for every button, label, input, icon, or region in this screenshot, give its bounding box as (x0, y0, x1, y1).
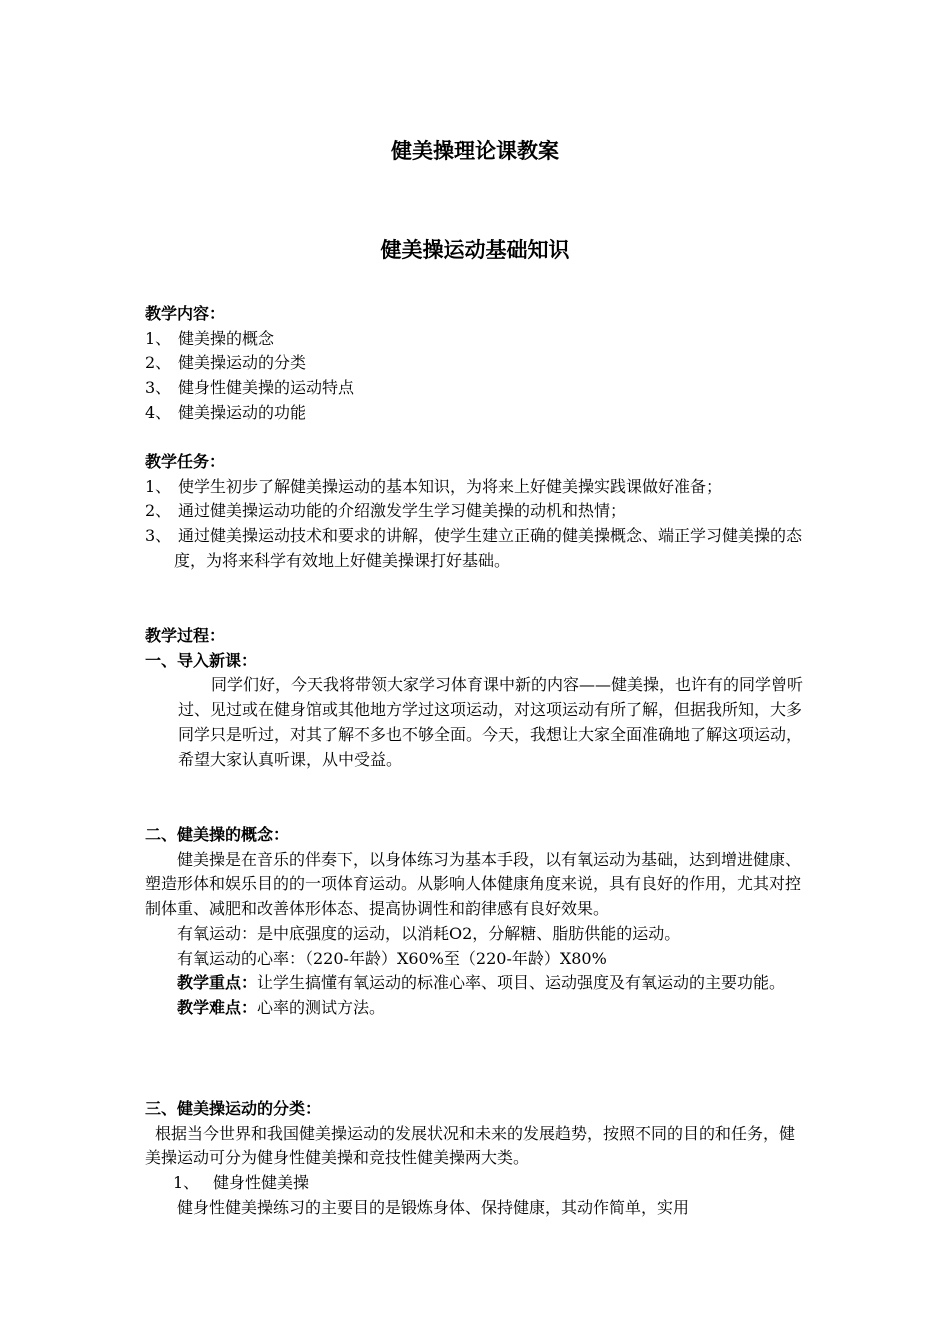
key-point-label: 教学重点： (177, 973, 258, 993)
list-item (145, 351, 805, 376)
difficulty-label: 教学难点： (177, 997, 258, 1017)
subsection-heading-intro: 一、导入新课： (145, 650, 258, 670)
list-item (145, 475, 805, 500)
classification-paragraph: 根据当今世界和我国健美操运动的发展状况和未来的发展趋势，按照不同的目的和任务，健美操运动可分为健身性健美操和竞技性健美操两大类。 (145, 1123, 796, 1168)
classification-section (145, 1097, 805, 1221)
subsection-heading-classification: 三、健美操运动的分类： (145, 1099, 322, 1118)
list-item (145, 499, 805, 524)
subsection-heading-concept: 二、健美操的概念： (145, 825, 290, 844)
list-item-text: 健美操运动的功能 (178, 402, 307, 422)
document-subtitle: 健美操运动基础知识 (380, 237, 570, 262)
teaching-content-section (145, 302, 805, 426)
section-heading: 教学过程： (145, 626, 226, 645)
document-title: 健美操理论课教案 (391, 138, 559, 163)
list-item-number: 1、 (173, 1173, 200, 1193)
teaching-key-point (145, 971, 805, 996)
section-heading: 教学内容： (145, 304, 226, 323)
list-item (145, 376, 805, 401)
list-item (145, 1171, 805, 1196)
list-item-number: 2、 (145, 353, 172, 373)
list-item-number: 1、 (145, 476, 172, 496)
list-item-text: 健身性健美操 (213, 1173, 310, 1193)
list-item-text: 通过健美操运动技术和要求的讲解，使学生建立正确的健美操概念、端正学习健美操的态度，为将来科学有效地上好健美操课打好基础。 (174, 526, 803, 570)
concept-paragraph: 健美操是在音乐的伴奏下，以身体练习为基本手段，以有氧运动为基础，达到增进健康、塑造形体和娱乐目的的一项体育运动。从影响人体健康角度来说，具有良好的作用，尤其对控制体重、减肥和改善体形体态、提高协调性和韵律感有良好效果。 (145, 849, 802, 919)
list-item-text: 健美操的概念 (178, 328, 275, 348)
heart-rate-formula: 有氧运动的心率：（220-年龄）X60%至（220-年龄）X80% (177, 948, 607, 968)
list-item (145, 401, 805, 426)
list-item-number: 1、 (145, 328, 172, 348)
section-heading: 教学任务： (145, 452, 226, 471)
list-item (145, 524, 805, 573)
list-item-number: 4、 (145, 402, 172, 422)
teaching-tasks-section (145, 450, 805, 574)
list-item-number: 3、 (145, 526, 172, 546)
difficulty-text: 心率的测试方法。 (257, 997, 386, 1017)
list-item-number: 3、 (145, 378, 172, 398)
teaching-difficulty (145, 996, 805, 1021)
list-item-text: 使学生初步了解健美操运动的基本知识，为将来上好健美操实践课做好准备； (178, 476, 723, 496)
key-point-text: 让学生搞懂有氧运动的标准心率、项目、运动强度及有氧运动的主要功能。 (257, 973, 786, 993)
list-item-text: 健身性健美操的运动特点 (178, 378, 355, 398)
aerobic-definition: 有氧运动：是中底强度的运动，以消耗O2，分解糖、脂肪供能的运动。 (177, 923, 681, 943)
concept-section (145, 823, 805, 1021)
list-item-number: 2、 (145, 501, 172, 521)
intro-paragraph: 同学们好，今天我将带领大家学习体育课中新的内容——健美操，也许有的同学曾听过、见过或在健身馆或其他地方学过这项运动，对这项运动有所了解，但据我所知，大多同学只是听过，对其了解不多也不够全面。今天，我想让大家全面准确地了解这项运动，希望大家认真听课，从中受益。 (178, 675, 804, 769)
list-item-text: 通过健美操运动功能的介绍激发学生学习健美操的动机和热情； (178, 501, 627, 521)
teaching-process-section (145, 624, 805, 772)
list-item (145, 327, 805, 352)
fitness-aerobics-paragraph: 健身性健美操练习的主要目的是锻炼身体、保持健康，其动作简单，实用 (177, 1197, 690, 1217)
list-item-text: 健美操运动的分类 (178, 353, 307, 373)
